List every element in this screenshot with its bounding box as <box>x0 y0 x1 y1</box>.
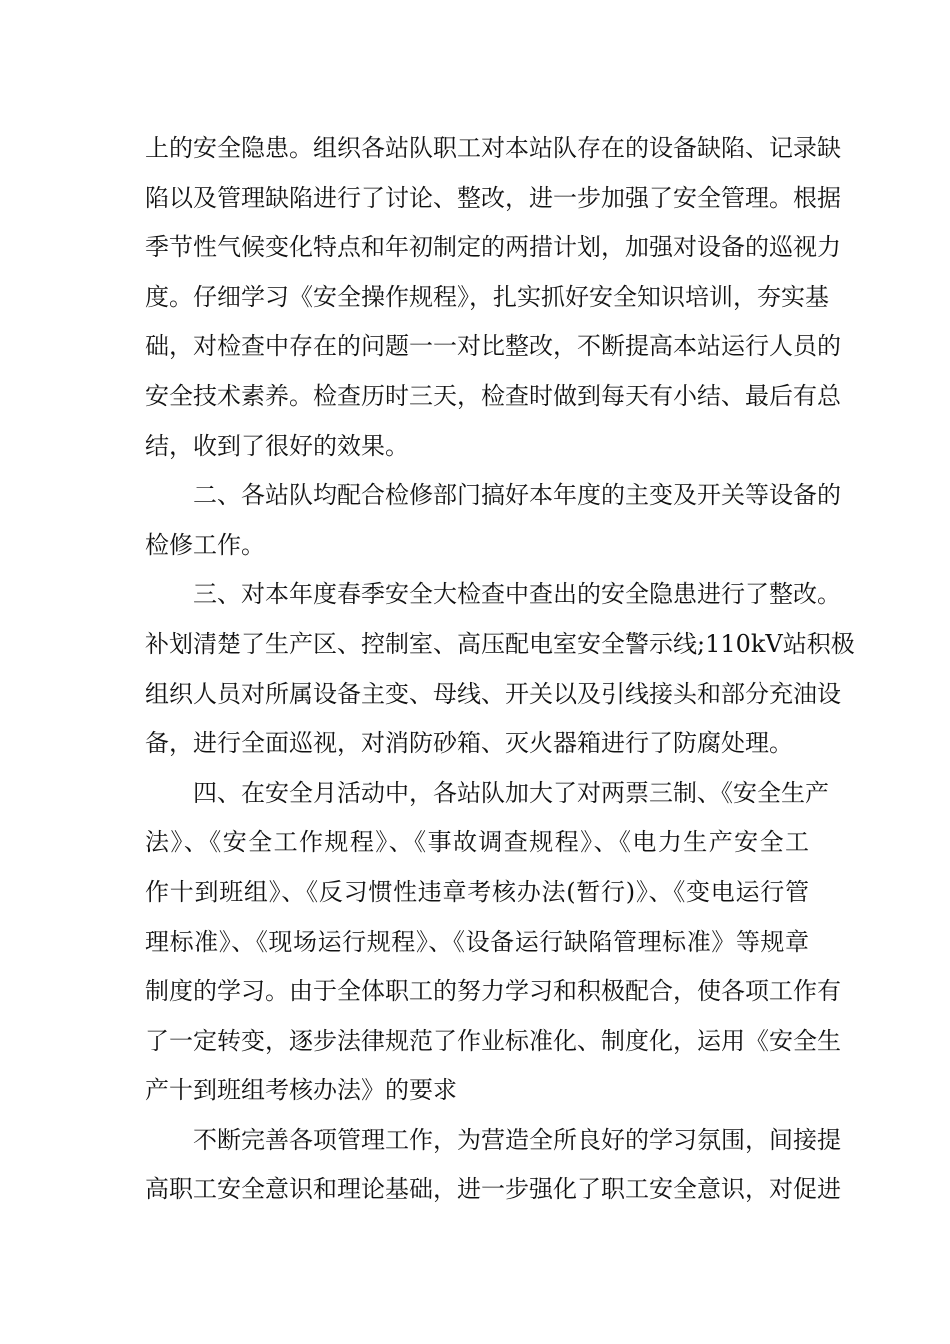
text-line: 制度的学习。由于全体职工的努力学习和积极配合，使各项工作有 <box>145 977 841 1006</box>
paragraph-start-line: 三、对本年度春季安全大检查中查出的安全隐患进行了整改。 <box>193 580 841 609</box>
text-line: 高职工安全意识和理论基础，进一步强化了职工安全意识，对促进 <box>145 1175 841 1204</box>
document-body <box>145 124 855 1215</box>
text-line: 安全技术素养。检查历时三天，检查时做到每天有小结、最后有总 <box>145 381 841 410</box>
paragraph-start-line: 四、在安全月活动中，各站队加大了对两票三制、《安全生产 <box>193 778 829 807</box>
text-line: 度。仔细学习《安全操作规程》，扎实抓好安全知识培训，夯实基 <box>145 282 829 311</box>
text-line: 理标准》、《现场运行规程》、《设备运行缺陷管理标准》等规章 <box>145 927 809 956</box>
paragraph-start-line: 二、各站队均配合检修部门搞好本年度的主变及开关等设备的 <box>193 481 841 510</box>
paragraph-start-line: 不断完善各项管理工作，为营造全所良好的学习氛围，间接提 <box>193 1125 841 1154</box>
text-line: 上的安全隐患。组织各站队职工对本站队存在的设备缺陷、记录缺 <box>145 134 841 162</box>
text-line: 备，进行全面巡视，对消防砂箱、灭火器箱进行了防腐处理。 <box>145 729 793 758</box>
text-line: 了一定转变，逐步法律规范了作业标准化、制度化，运用《安全生 <box>145 1026 841 1055</box>
text-line: 组织人员对所属设备主变、母线、开关以及引线接头和部分充油设 <box>145 679 841 708</box>
text-line: 作十到班组》、《反习惯性违章考核办法(暂行)》、《变电运行管 <box>145 877 809 906</box>
text-line: 季节性气候变化特点和年初制定的两措计划，加强对设备的巡视力 <box>145 233 841 262</box>
text-line: 法》、《安全工作规程》、《事故调查规程》、《电力生产安全工 <box>145 828 809 857</box>
text-line: 陷以及管理缺陷进行了讨论、整改，进一步加强了安全管理。根据 <box>145 183 841 212</box>
text-line: 补划清楚了生产区、控制室、高压配电室安全警示线;110kV站积极 <box>145 629 855 658</box>
text-line: 产十到班组考核办法》的要求 <box>145 1076 457 1105</box>
text-line: 础，对检查中存在的问题一一对比整改，不断提高本站运行人员的 <box>145 332 841 361</box>
text-line: 检修工作。 <box>145 530 265 559</box>
text-line: 结，收到了很好的效果。 <box>145 431 409 460</box>
